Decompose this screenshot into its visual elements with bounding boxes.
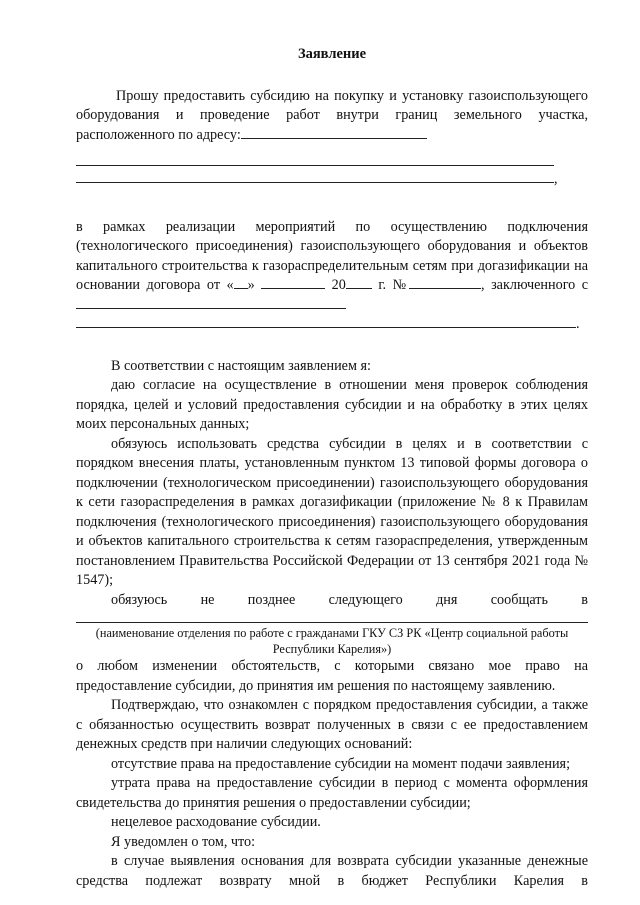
address-blank[interactable] — [241, 126, 427, 139]
ground-item-1: отсутствие права на предоставление субсидии на момент подачи заявления; — [111, 755, 571, 772]
return-case-item: в случае выявления основания для возврата субсидии указанные денежные средства подлежат возврату мной в бюджет Республики Карелия в — [76, 853, 588, 889]
address-comma: , — [554, 171, 558, 187]
ground-item-2: утрата права на предоставление субсидии в период с момента оформления свидетельства до принятия решения о предоставлении субсидии; — [76, 775, 588, 811]
contract-month-blank[interactable] — [261, 276, 325, 289]
notify-item-continued: о любом изменении обстоятельств, с которыми связано мое право на предоставление субсидии, до принятия им решения по настоящему заявлению. — [76, 658, 588, 694]
intro-line: В соответствии с настоящим заявлением я: — [111, 357, 371, 374]
contract-paragraph — [76, 218, 588, 316]
department-caption: (наименование отделения по работе с гражданами ГКУ СЗ РК «Центр социальной работы Республики Карелия») — [76, 622, 588, 657]
address-line-3[interactable] — [76, 170, 554, 183]
document-title: Заявление — [297, 46, 367, 62]
contract-year-blank[interactable] — [346, 276, 372, 289]
contract-text: в рамках реализации мероприятий по осуществлению подключения (технологического присоединения) газоиспользующего оборудования и объектов капитального строительства к газораспределительным сетям при догазификации на основании договора от « — [76, 218, 588, 293]
request-text: Прошу предоставить субсидию на покупку и установку газоиспользующего оборудования и проведение работ внутри границ земельного участка, расположенного по адресу: — [76, 87, 588, 143]
contract-period: . — [576, 316, 580, 332]
consent-item: даю согласие на осуществление в отношении меня проверок соблюдения порядка, целей и условий предоставления субсидии и на обработку в этих целях моих персональных данных; — [76, 377, 588, 432]
contract-year-suffix: г. — [378, 277, 387, 293]
contract-party-line-row — [76, 315, 588, 335]
contract-concluded-with: , заключенного с — [481, 277, 589, 293]
request-paragraph — [76, 87, 588, 146]
contract-day-blank[interactable] — [234, 276, 248, 289]
ground-item-3: нецелевое расходование субсидии. — [111, 814, 321, 830]
notified-line: Я уведомлен о том, что: — [111, 833, 256, 850]
confirm-paragraph: Подтверждаю, что ознакомлен с порядком предоставления субсидии, а также с обязанностью осуществить возврат полученных в связи с ее предоставлением денежных средств при наличии следующих оснований: — [76, 697, 588, 752]
contract-party-blank[interactable] — [76, 296, 346, 309]
address-line-2[interactable] — [76, 151, 554, 166]
contract-party-line-2[interactable] — [76, 315, 576, 328]
contract-number-sign: № — [392, 277, 410, 293]
contract-quote-close: » — [247, 277, 255, 293]
address-line-3-row — [76, 170, 588, 190]
obligation-item: обязуюсь использовать средства субсидии в целях и в соответствии с порядком внесения платы, установленным пунктом 13 типовой формы договора о подключении (технологическом присоединении) газоиспользующего оборудования к сети газораспределения в рамках догазификации (приложение № 8 к Правилам подключения (технологического присоединения) газоиспользующего оборудования и объектов капитального строительства к сетям газораспределения, утвержденным постановлением Правительства Российской Федерации от 13 сентября 2021 года № 1547); — [76, 435, 588, 588]
notify-item: обязуюсь не позднее следующего дня сообщать в — [111, 591, 588, 608]
contract-number-blank[interactable] — [409, 276, 481, 289]
contract-year-prefix: 20 — [331, 277, 346, 293]
